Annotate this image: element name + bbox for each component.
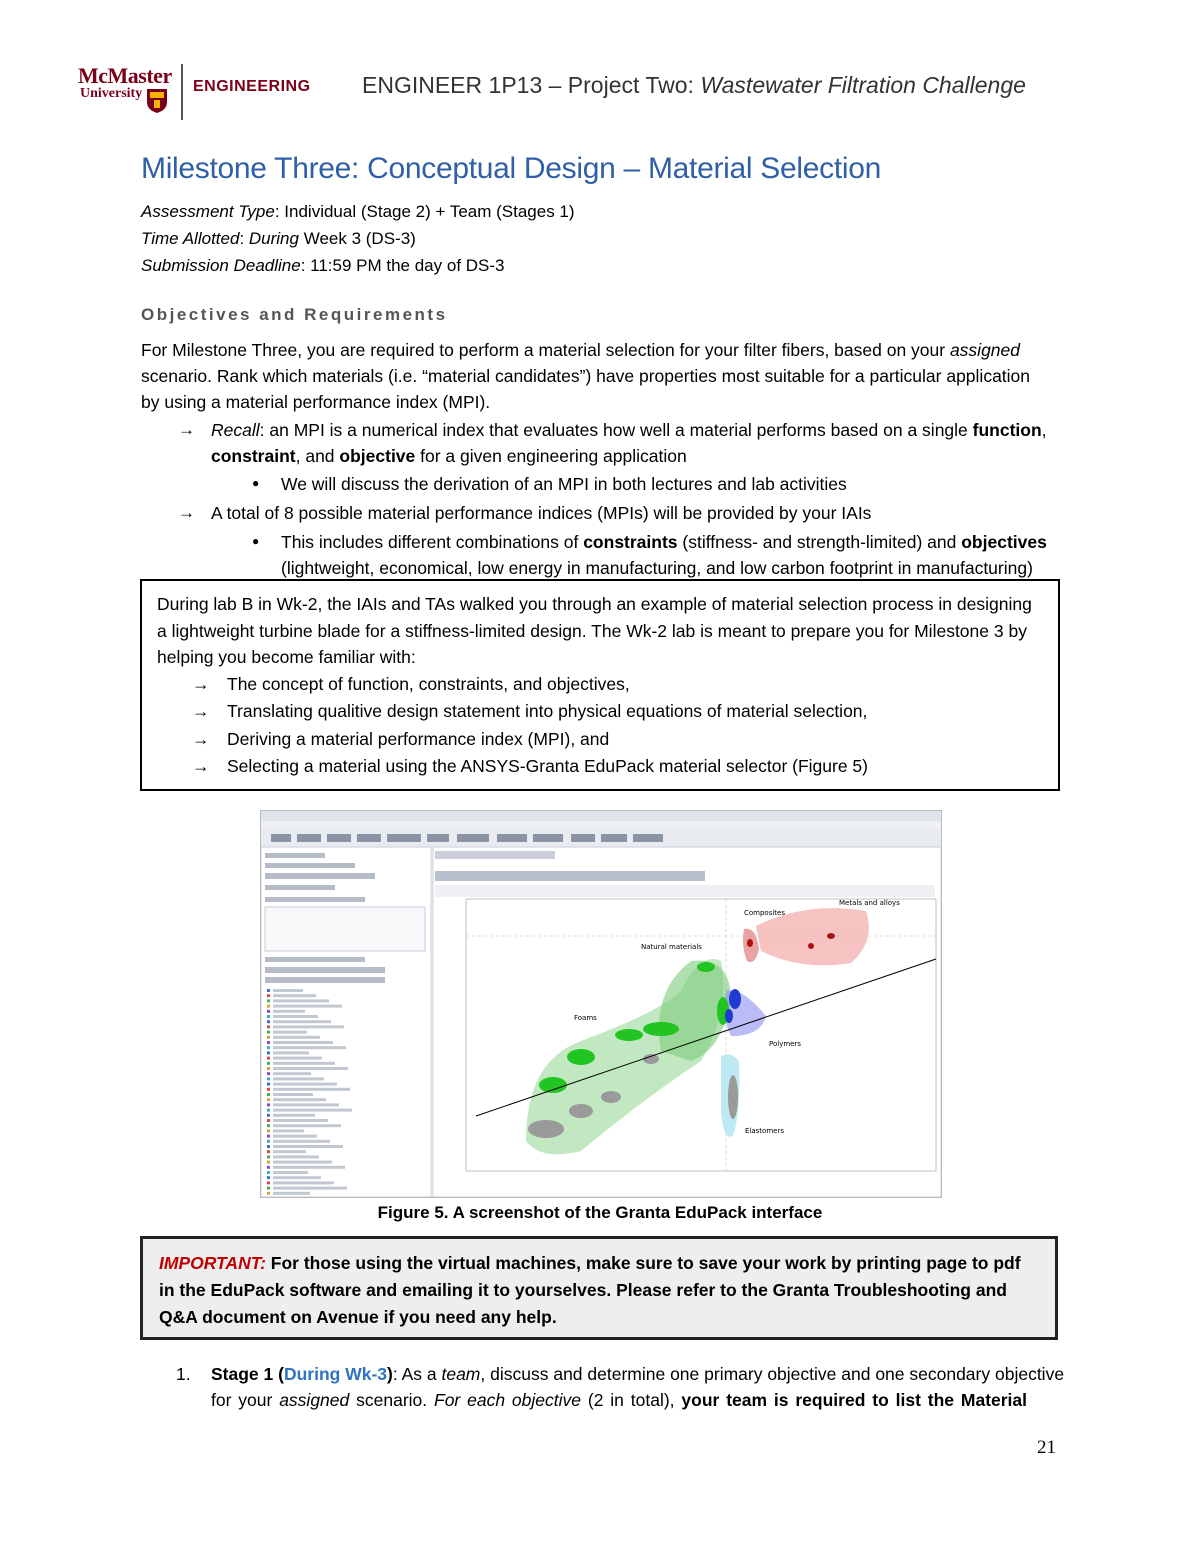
- arrow-icon: →: [178, 503, 195, 522]
- engineering-logo-text: ENGINEERING: [193, 78, 311, 95]
- box-item: Translating qualitive design statement into physical equations of material selection,: [227, 701, 868, 721]
- total-mpi-line: A total of 8 possible material performance indices (MPIs) will be provided by your IAIs: [211, 503, 872, 523]
- box-line-3: helping you become familiar with:: [157, 647, 416, 667]
- box-line-1: During lab B in Wk-2, the IAIs and TAs walked you through an example of material selection process in designing: [157, 594, 1032, 614]
- recall-line-1: Recall: an MPI is a numerical index that evaluates how well a material performs based on a single function,: [211, 420, 1047, 440]
- chart-label-natural: Natural materials: [641, 943, 702, 951]
- recall-line-2: constraint, and objective for a given engineering application: [211, 446, 687, 466]
- milestone-title: Milestone Three: Conceptual Design – Material Selection: [141, 152, 882, 185]
- lab-b-info-box: [140, 579, 1060, 791]
- chart-label-foams: Foams: [574, 1014, 597, 1022]
- important-line-2: in the EduPack software and emailing it to yourselves. Please refer to the Granta Troubleshooting and: [159, 1280, 1007, 1300]
- assessment-type: Assessment Type: Individual (Stage 2) + Team (Stages 1): [141, 202, 575, 221]
- arrow-icon: →: [192, 756, 210, 776]
- time-allotted: Time Allotted: During Week 3 (DS-3): [141, 229, 416, 248]
- submission-deadline: Submission Deadline: 11:59 PM the day of DS-3: [141, 256, 505, 275]
- arrow-icon: →: [192, 701, 210, 721]
- stage-1-number: 1.: [176, 1364, 191, 1384]
- box-item: Selecting a material using the ANSYS-Granta EduPack material selector (Figure 5): [227, 756, 868, 776]
- bullet-icon: ●: [252, 534, 260, 548]
- intro-line-2: scenario. Rank which materials (i.e. “material candidates”) have properties most suitable for a particular application: [141, 366, 1031, 386]
- box-item: Deriving a material performance index (MPI), and: [227, 729, 610, 749]
- course-header: ENGINEER 1P13 – Project Two: Wastewater Filtration Challenge: [362, 72, 1026, 98]
- page-number: 21: [1037, 1437, 1056, 1458]
- total-sub-line-2: (lightweight, economical, low energy in manufacturing, and low carbon footprint in manufacturing): [281, 558, 1033, 578]
- chart-label-elastomers: Elastomers: [745, 1127, 784, 1135]
- university-logo-text: University: [80, 86, 143, 101]
- important-line-1: IMPORTANT: For those using the virtual machines, make sure to save your work by printing page to pdf: [159, 1253, 1021, 1273]
- arrow-icon: →: [192, 674, 210, 694]
- arrow-icon: →: [192, 729, 210, 749]
- total-sub-line-1: This includes different combinations of constraints (stiffness- and strength-limited) and objectives: [281, 532, 1047, 552]
- mcmaster-shield-icon: [146, 88, 168, 114]
- logo-divider: [181, 64, 183, 120]
- bullet-icon: ●: [252, 476, 260, 490]
- box-item: The concept of function, constraints, and objectives,: [227, 674, 630, 694]
- important-notice-box: [140, 1236, 1058, 1340]
- important-line-3: Q&A document on Avenue if you need any help.: [159, 1307, 557, 1327]
- box-line-2: a lightweight turbine blade for a stiffness-limited design. The Wk-2 lab is meant to prepare you for Milestone 3 by: [157, 621, 1027, 641]
- stage-1-line-2: for your assigned scenario. For each objective (2 in total), your team is required to list the Material: [211, 1390, 1028, 1410]
- chart-label-metals: Metals and alloys: [839, 899, 900, 907]
- recall-subpoint: We will discuss the derivation of an MPI in both lectures and lab activities: [281, 474, 847, 494]
- stage-1-line-1: Stage 1 (During Wk-3): As a team, discuss and determine one primary objective and one secondary objective: [211, 1364, 1065, 1384]
- intro-line-1: For Milestone Three, you are required to perform a material selection for your filter fibers, based on your assigned: [141, 340, 1021, 360]
- objectives-heading: Objectives and Requirements: [141, 305, 448, 324]
- intro-line-3: by using a material performance index (MPI).: [141, 392, 491, 412]
- chart-label-polymers: Polymers: [769, 1040, 801, 1048]
- figure-caption: Figure 5. A screenshot of the Granta EduPack interface: [377, 1203, 823, 1222]
- chart-label-composites: Composites: [744, 909, 786, 917]
- edupack-screenshot: [260, 810, 942, 1198]
- arrow-icon: →: [178, 420, 195, 439]
- mcmaster-logo-text: McMaster: [78, 63, 172, 88]
- edupack-interface-image: [261, 811, 941, 1197]
